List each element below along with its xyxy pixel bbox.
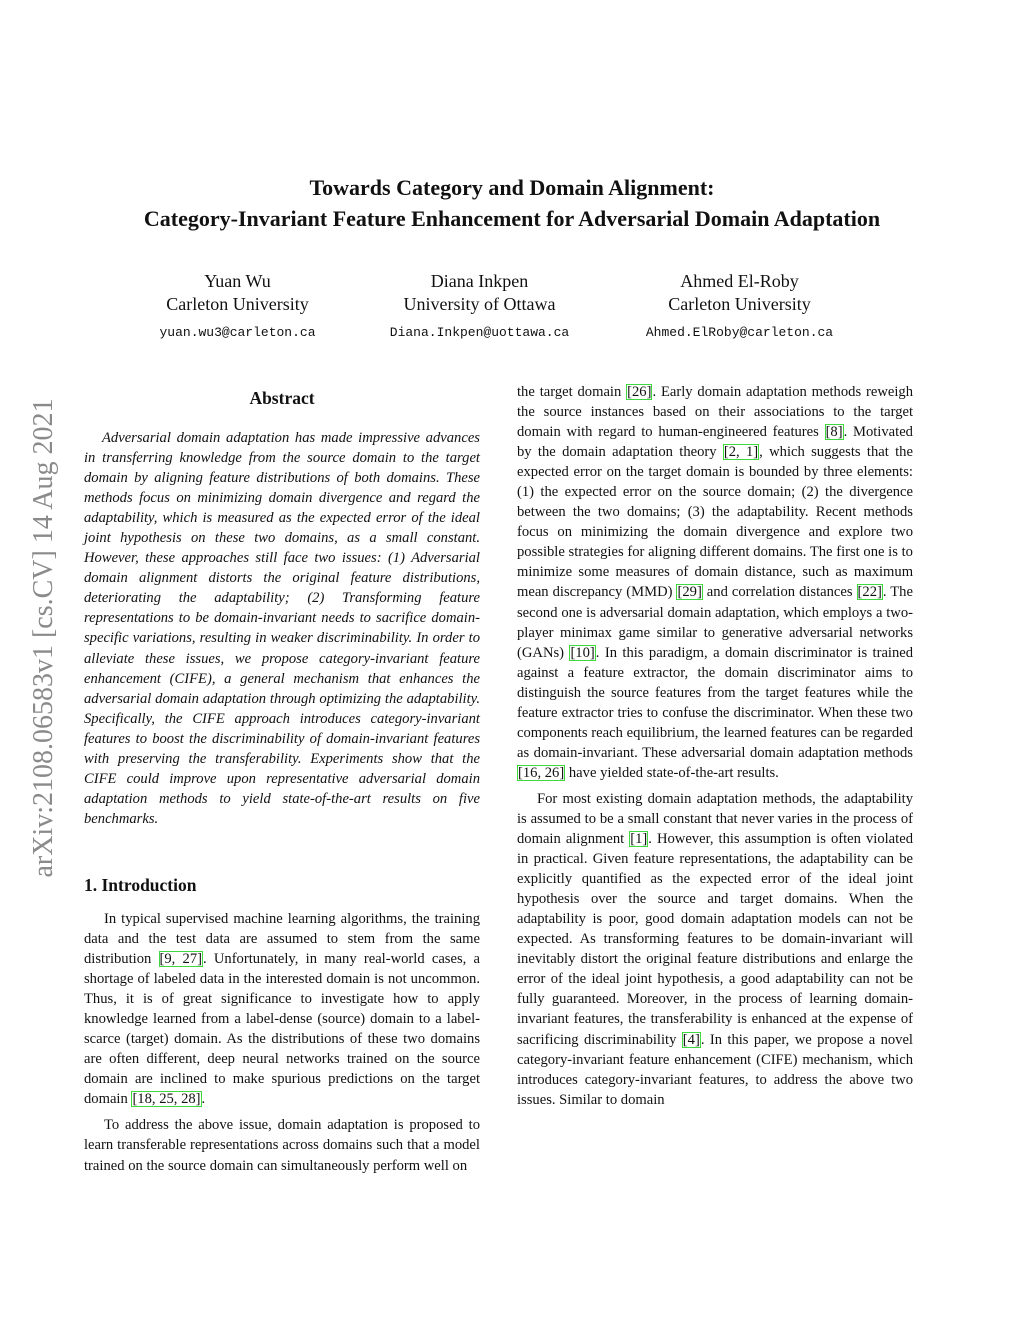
author-name: Ahmed El-Roby (680, 271, 799, 291)
paragraph-text: discriminator (774, 644, 852, 661)
title-line-1: Towards Category and Domain Alignment: (309, 175, 715, 200)
paragraph-text: to (641, 424, 653, 441)
paragraph-text (717, 444, 723, 460)
paragraph-text: is (393, 1117, 404, 1134)
paragraph-text (591, 504, 598, 520)
paragraph-text: feature (517, 704, 558, 721)
paragraph-text: yielded (600, 764, 644, 781)
citation-link[interactable]: [4] (682, 1031, 700, 1048)
paragraph-text: focus (517, 524, 549, 541)
paragraph-text: by (517, 444, 532, 461)
paragraph-text: different (699, 544, 750, 561)
paragraph-text: divergence (849, 484, 913, 501)
paragraph-text: the (678, 484, 697, 501)
paragraph-text: When (818, 704, 853, 721)
paragraph-text: on (557, 524, 573, 541)
paragraph-text: to (468, 1117, 481, 1134)
paragraph-text (535, 404, 544, 420)
paragraph-text: (MMD) (626, 584, 673, 601)
paragraph-text: target (880, 404, 914, 421)
paragraph-text: target (765, 684, 799, 701)
paragraph-text: domain (277, 1117, 322, 1134)
paragraph-text: on (452, 1157, 468, 1174)
paragraph-text: methods (863, 504, 913, 521)
paragraph-text (566, 504, 573, 520)
paragraph-text: learn (84, 1137, 114, 1154)
paragraph-text: trained (84, 1157, 125, 1174)
paragraph-text: networks (859, 624, 914, 641)
paragraph-text: perform (373, 1157, 421, 1174)
paragraph-text: some (578, 564, 610, 581)
paragraph-text: maximum (853, 564, 914, 581)
paragraph-text: a (567, 664, 575, 681)
paragraph-text: . However, this assumption is often violated in practical. Given feature representations, the adaptability can be explicitly quantified as the expected error of the ideal joint hypothesis over the source and target domains. When the adaptability is poor, good domain adaptation models can not be expected. As transforming features to be domain-invariant will inevitably distort the original feature distributions and enlarge the error of the ideal joint hypothesis, a good adaptability can not be fully guaranteed. Moreover, in the process of learning domain-invariant features, the transferability is enhanced at the expense of sacrificing discriminability (517, 831, 913, 1048)
paragraph-text: . Unfortunately, in many real-world cases, a shortage of labeled data in the interested domain is not uncommon. Thus, it is of great significance to investigate how to apply knowledge learned from a label-dense (source) domain to a label-scarce (target) domain. As the distributions of these two domains are often different, deep neural networks trained on the source domain are inclined to make spurious predictions on the target domain (84, 951, 480, 1108)
paragraph-text: from (707, 684, 736, 701)
intro-paragraph-2 (84, 1115, 480, 1175)
author-email[interactable]: yuan.wu3@carleton.ca (159, 325, 316, 340)
paragraph-text: is (734, 464, 745, 481)
paragraph-text: is (857, 644, 868, 661)
paragraph-text: model (443, 1137, 480, 1154)
paragraph-text: equilibrium, (626, 724, 699, 741)
paragraph-text: the (540, 484, 559, 501)
paragraph-text: game (618, 624, 651, 641)
paragraph-text: the (895, 684, 913, 701)
paragraph-text: reweigh (865, 384, 913, 400)
paragraph-text: domain (517, 424, 561, 441)
paragraph-text (882, 524, 891, 540)
paragraph-text (871, 404, 880, 420)
paragraph-text: the (174, 1117, 193, 1134)
paragraph-text (809, 504, 816, 520)
paragraph-text: domain (562, 444, 606, 461)
paragraph-text: with (566, 424, 593, 441)
paragraph-text (620, 504, 627, 520)
paragraph-text (830, 524, 839, 540)
paragraph-text: confuse (662, 704, 708, 721)
paragraph-text (675, 524, 684, 540)
paragraph-text: against (517, 664, 559, 681)
paragraph-text (582, 404, 591, 420)
paragraph-text: simultaneously (281, 1157, 370, 1174)
paragraph-text: adversarial (681, 744, 746, 761)
paper-title (0, 172, 1024, 234)
paragraph-text: feature (583, 664, 624, 681)
paragraph-text: distances (799, 584, 853, 601)
paragraph-text: as (517, 744, 530, 761)
paragraph-text: well (423, 1157, 449, 1174)
paragraph-text: extractor (561, 704, 614, 721)
paragraph-text (800, 524, 809, 540)
title-line-2: Category-Invariant Feature Enhancement for Adversarial Domain Adaptation (143, 206, 881, 231)
paragraph-text: aims (864, 664, 893, 681)
paragraph-text: that (866, 444, 889, 461)
paragraph-text: on (606, 464, 622, 481)
paragraph-text: first (836, 544, 860, 561)
paragraph-text: two-player (517, 604, 913, 641)
paragraph-text: the (741, 684, 760, 701)
paragraph-text: learned (723, 724, 767, 741)
paragraph-text (824, 404, 833, 420)
paragraph-text (715, 665, 724, 681)
paragraph-text: address (125, 1117, 169, 1134)
paragraph-text: elements: (857, 464, 913, 481)
paragraph-text: state-of-the-art (646, 764, 734, 781)
paragraph-text: the (702, 724, 720, 741)
paragraph-text: employs (822, 604, 873, 621)
paragraph-text: (GANs) (517, 644, 565, 661)
paragraph-text: generative (721, 624, 783, 641)
paragraph-text: one (561, 604, 583, 621)
paragraph-text: a (433, 1137, 440, 1154)
citation-link[interactable]: [18, 25, 28] (132, 1091, 201, 1108)
paragraph-text: . (595, 644, 600, 661)
paragraph-text: issue, (238, 1117, 272, 1134)
paragraph-text: the (517, 384, 535, 400)
paragraph-text: . (843, 424, 848, 441)
paragraph-text (819, 424, 825, 440)
paragraph-text: a (713, 644, 720, 661)
paragraph-text (856, 504, 863, 520)
paragraph-text: between (517, 504, 566, 521)
paragraph-text: minimax (560, 624, 612, 641)
right-column (517, 382, 913, 1110)
paragraph-text: while (856, 684, 890, 701)
paragraph-text: For most existing domain adaptation methods, the adaptability is assumed to be a small constant that never varies in the process of domain alignment (517, 790, 913, 848)
paragraph-text: the (517, 404, 535, 421)
paragraph-text: the (656, 524, 675, 541)
paragraph-text: Early (660, 384, 693, 400)
paragraph-text: features (655, 684, 702, 701)
paragraph-text: the (853, 404, 872, 421)
paragraph-text: paradigm, (648, 644, 708, 661)
paragraph-text: the (572, 504, 591, 521)
paragraph-text: is (586, 604, 596, 621)
paragraph-text: across (282, 1137, 319, 1154)
left-column (84, 382, 480, 1176)
paragraph-text: bounded (748, 464, 800, 481)
paragraph-text: instances (590, 404, 645, 421)
paragraph-text: on (694, 404, 710, 421)
paragraph-text: representations (190, 1137, 279, 1154)
paragraph-text: transferable (117, 1137, 187, 1154)
author-email[interactable]: Ahmed.ElRoby@carleton.ca (645, 325, 834, 340)
paragraph-text: the (587, 684, 605, 701)
paragraph-text: adaptation (612, 444, 673, 461)
paragraph-text: above (198, 1117, 234, 1134)
paragraph-text: target (648, 464, 682, 481)
paragraph-text: domain-invariant. (533, 744, 638, 761)
paragraph-text (648, 524, 657, 540)
paragraph-text: In typical supervised machine learning algorithms, the training data and the test data are assumed to stem from the same distribution (84, 910, 480, 968)
paragraph-text: to (833, 404, 845, 421)
paragraph-text: . (882, 584, 887, 601)
paragraph-text: domain (724, 644, 769, 661)
paragraph-text: as (835, 564, 848, 581)
paragraph-text (686, 404, 695, 420)
paragraph-text: one (863, 544, 885, 561)
paragraph-text (853, 584, 857, 600)
paragraph-text: possible (517, 544, 565, 561)
paragraph-text (572, 524, 581, 540)
paragraph-text: can (257, 1157, 278, 1174)
paragraph-text: extractor, (633, 664, 689, 681)
paragraph-text (644, 404, 653, 420)
paragraph-text: domain (209, 1157, 254, 1174)
author-affiliation: Carleton University (668, 294, 811, 314)
paragraph-text: such (376, 1137, 404, 1154)
paragraph-text: The (809, 544, 833, 561)
paragraph-text: to (901, 544, 913, 561)
paragraph-text (727, 524, 736, 540)
paragraph-text: . (652, 384, 657, 400)
paragraph-text: (3) (687, 504, 705, 521)
paragraph-text (705, 504, 712, 520)
author-name: Diana Inkpen (430, 271, 529, 291)
paragraph-text: , (759, 444, 763, 461)
paragraph-text: features (804, 684, 851, 701)
section-heading-introduction: 1. Introduction (84, 874, 197, 895)
paragraph-text: explore (838, 524, 883, 541)
paragraph-text: regard (598, 424, 636, 441)
paragraph-text: domain (697, 384, 742, 400)
citation-link[interactable]: [16, 26] (518, 764, 565, 781)
paragraph-text: of (676, 564, 689, 581)
paragraph-text: measures (615, 564, 670, 581)
paragraph-text: source (543, 404, 582, 421)
paragraph-text: minimize (517, 564, 573, 581)
paragraph-text: the (825, 484, 843, 501)
paragraph-text: Motivated (852, 424, 913, 441)
paragraph-text: on (128, 1157, 143, 1174)
intro-paragraph-2-continued (517, 382, 913, 783)
paragraph-text: To (104, 1117, 120, 1134)
paragraph-text: two (597, 504, 620, 521)
paragraph-text: domains. (753, 544, 807, 561)
paragraph-text: components (517, 724, 588, 741)
paragraph-text: adversarial (788, 624, 853, 641)
author-block-2 (362, 270, 597, 344)
paragraph-text: can (820, 724, 841, 741)
author-affiliation: Carleton University (166, 294, 309, 314)
paragraph-text: The (890, 584, 913, 601)
paragraph-text: source (610, 684, 650, 701)
paragraph-text: (2) (801, 484, 819, 501)
paragraph-text: second (517, 604, 558, 621)
paragraph-text: is (888, 544, 898, 561)
paragraph-text: domain; (747, 484, 796, 501)
paragraph-text: domain (694, 564, 739, 581)
paragraph-text: to (646, 704, 659, 721)
paragraph-text: error (622, 484, 652, 501)
citation-link[interactable]: [1] (630, 831, 648, 848)
paragraph-text: error (573, 464, 602, 481)
paragraph-text: adversarial (599, 604, 664, 621)
paragraph-text: domain (749, 744, 794, 761)
paragraph-text (730, 504, 737, 520)
paragraph-text: the (711, 704, 730, 721)
paragraph-text: domains (322, 1137, 373, 1154)
paragraph-text: have (568, 764, 597, 781)
author-email[interactable]: Diana.Inkpen@uottawa.ca (389, 325, 570, 340)
author-block-1 (120, 270, 355, 344)
paragraph-text: expected (517, 464, 569, 481)
paragraph-text: which (783, 604, 819, 621)
paragraph-text: two (891, 524, 913, 541)
abstract-heading: Abstract (249, 388, 315, 408)
paragraph-text: features (770, 724, 817, 741)
paragraph-text: source (167, 1157, 207, 1174)
citation-link[interactable]: [29] (677, 584, 702, 601)
paragraph-text: for (627, 544, 645, 561)
paragraph-text (558, 665, 567, 681)
paragraph-text: their (718, 404, 746, 421)
intro-paragraph-3 (517, 789, 913, 1110)
paragraph-text: results. (737, 764, 779, 781)
paragraph-text (892, 665, 901, 681)
paragraph-text (768, 665, 777, 681)
paragraph-text: (1) (517, 484, 535, 501)
abstract-text: Adversarial domain adaptation has made impressive advances in transferring knowledge from the source domain to the target domain by aligning feature distributions of both domains. These methods focus on minimizing domain divergence and regard the adaptability, which is measured as the expected error of the ideal joint hypothesis on these two domains, as a small constant. However, these approaches still face two issues: (1) Adversarial domain alignment distorts the original feature distributions, deteriorating the adaptability; (2) Transforming feature representations to be domain-invariant needs to sacrifice domain-specific variations, resulting in weaker discriminability. In order to alleviate these issues, we propose category-invariant feature enhancement (CIFE), a general mechanism that enhances the adversarial domain adaptation through optimizing the adaptability. Specifically, the CIFE approach introduces category-invariant features to boost the discriminability of domain-invariant features with preserving the transferability. Experiments show that the CIFE could improve upon representative adversarial domain adaptation methods to yield state-of-the-art results on five benchmarks. (84, 430, 480, 827)
intro-paragraph-1 (84, 909, 480, 1109)
paragraph-text: domain (683, 524, 728, 541)
paragraph-text: and (808, 524, 830, 541)
paragraph-text: strategies (568, 544, 624, 561)
paragraph-text: expected (564, 484, 617, 501)
paragraph-text: the (146, 1157, 165, 1174)
paragraph-text: aligning (648, 544, 696, 561)
paragraph-text: minimizing (580, 524, 649, 541)
author-block-3 (622, 270, 857, 344)
paragraph-text: adaptation (746, 384, 807, 400)
paragraph-text: domain (667, 604, 712, 621)
paragraph-text: adaptation (327, 1117, 388, 1134)
paragraph-text (745, 404, 754, 420)
paragraph-text: Recent (815, 504, 857, 521)
paragraph-text: these (857, 704, 887, 721)
paragraph-text: adaptability. (736, 504, 809, 521)
paragraph-text: a (875, 604, 883, 621)
paragraph-text: trained (872, 644, 914, 661)
paragraph-text (624, 665, 633, 681)
paragraph-text: domains; (626, 504, 681, 521)
paragraph-text: the (625, 464, 644, 481)
paragraph-text: divergence (736, 524, 800, 541)
paragraph-text: . In this paper, we propose a novel category-invariant feature enhancement (CIFE) mechanism, which introduces category-invariant features, to address the above two issues. Similar to domain (517, 1031, 913, 1108)
paragraph-text: methods (863, 744, 913, 761)
paragraph-text: the (711, 504, 730, 521)
paragraph-text: tries (617, 704, 643, 721)
paragraph-text: three (823, 464, 853, 481)
paragraph-text: target (539, 384, 573, 400)
paragraph-text: associations (753, 404, 825, 421)
paragraph-text: theory (679, 444, 717, 461)
paragraph-text: source (702, 484, 741, 501)
paragraph-text: suggests (811, 444, 861, 461)
citation-link[interactable]: [8] (825, 424, 843, 441)
paragraph-text: features (772, 424, 819, 441)
paragraph-text: discriminator. (733, 704, 815, 721)
paragraph-text: distance, (744, 564, 797, 581)
arxiv-stamp: arXiv:2108.06583v1 [cs.CV] 14 Aug 2021 (28, 398, 59, 878)
paragraph-text (710, 404, 719, 420)
paragraph-text: such (802, 564, 830, 581)
paragraph-text: correlation (731, 584, 796, 601)
paragraph-text: two (891, 704, 913, 721)
paragraph-text: by (803, 464, 819, 481)
citation-link[interactable]: [9, 27] (159, 951, 202, 968)
paragraph-text: to (901, 664, 914, 681)
citation-link[interactable]: [2, 1] (723, 444, 759, 461)
paragraph-text: human-engineered (658, 424, 767, 441)
citation-link[interactable]: [22] (857, 584, 882, 601)
paragraph-text: domain (724, 664, 769, 681)
paragraph-text: In (604, 644, 617, 661)
citation-link[interactable]: [26] (627, 384, 652, 400)
paragraph-text: adaptation (798, 744, 860, 761)
paragraph-text: the (537, 444, 556, 461)
paragraph-text: discriminator (777, 664, 856, 681)
paragraph-text: this (622, 644, 644, 661)
paragraph-text: domain (577, 384, 622, 400)
paragraph-text: methods (811, 384, 862, 400)
author-affiliation: University of Ottawa (403, 294, 556, 314)
paragraph-text: discrepancy (552, 584, 623, 601)
paragraph-text: similar (656, 624, 698, 641)
paragraph-text: adaptation, (715, 604, 780, 621)
paragraph-text: to (703, 624, 716, 641)
paragraph-text: based (652, 404, 687, 421)
paragraph-text: and (706, 584, 728, 601)
paragraph-text: domain (686, 464, 730, 481)
author-name: Yuan Wu (204, 271, 271, 291)
paragraph-text: on (657, 484, 673, 501)
paragraph-text: . (201, 1091, 206, 1108)
paragraph-text: These (642, 744, 677, 761)
paragraph-text: the (895, 444, 913, 461)
paragraph-text: regarded (861, 724, 913, 741)
paragraph-text: distinguish (517, 684, 582, 701)
paragraph-text: proposed (409, 1117, 463, 1134)
citation-link[interactable]: [10] (570, 644, 595, 661)
paragraph-text: be (844, 724, 859, 741)
paragraph-text (856, 665, 865, 681)
paragraph-text: mean (517, 584, 549, 601)
paragraph-text: that (407, 1137, 429, 1154)
paragraph-text (680, 504, 687, 520)
paragraph-text: the (697, 664, 716, 681)
paragraph-text: reach (591, 724, 623, 741)
paragraph-text: which (769, 444, 805, 461)
